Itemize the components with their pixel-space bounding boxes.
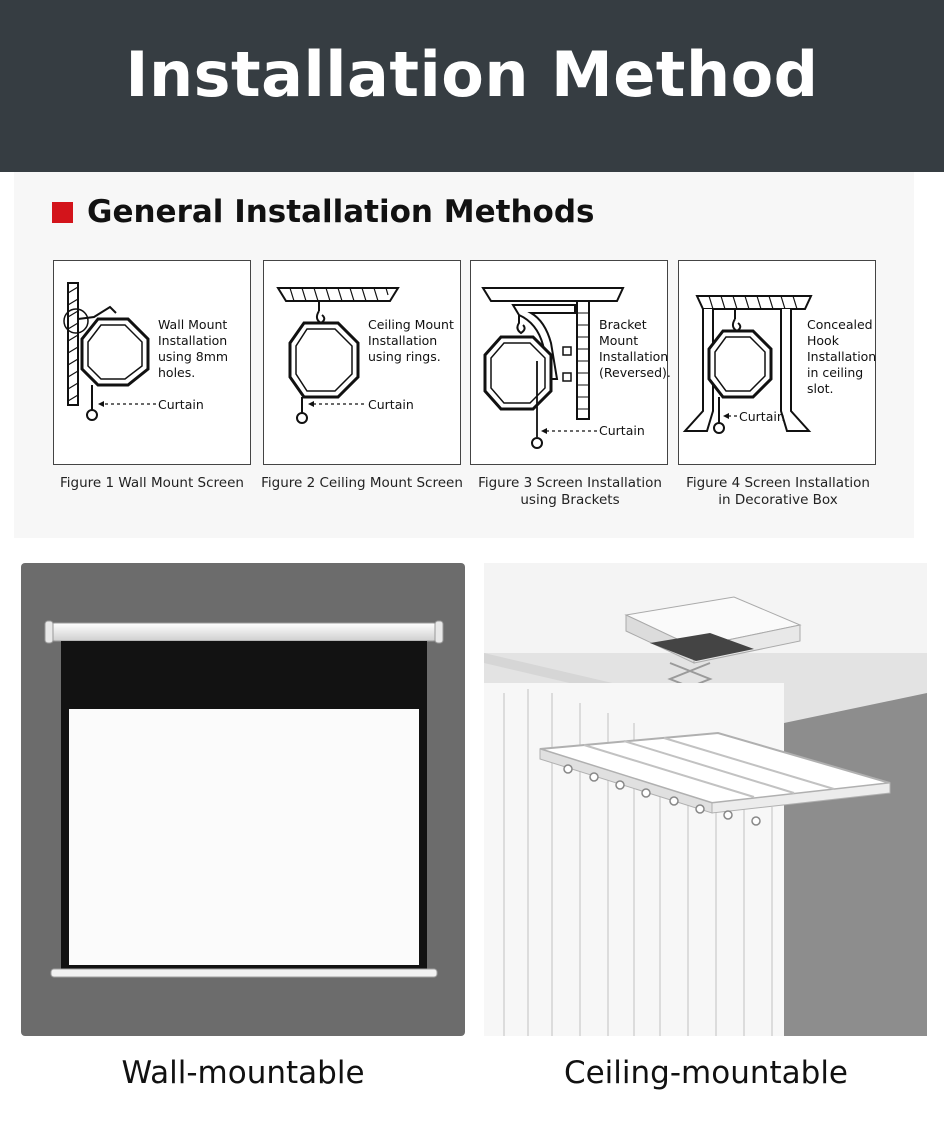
figure-1-note: Wall Mount Installation using 8mm holes.	[158, 317, 229, 380]
figure-3-curtain-label: Curtain	[599, 423, 645, 438]
figure-4-curtain-label: Curtain	[739, 409, 785, 424]
figure-3-caption: Figure 3 Screen Installation using Brackets	[478, 475, 662, 508]
figure-3-note: Bracket Mount Installation (Reversed).	[599, 317, 671, 380]
figure-4-diagram	[678, 260, 876, 465]
figure-2-note: Ceiling Mount Installation using rings.	[368, 317, 454, 364]
figure-2-caption: Figure 2 Ceiling Mount Screen	[261, 475, 463, 491]
page-title: Installation Method	[125, 38, 819, 111]
ceiling-mountable-label: Ceiling-mountable	[563, 1055, 849, 1091]
figure-4-note: Concealed Hook Installation in ceiling slot.	[807, 317, 877, 396]
figure-1-caption: Figure 1 Wall Mount Screen	[60, 475, 244, 491]
section-heading	[52, 194, 594, 230]
header-banner	[0, 0, 944, 172]
figure-1-diagram	[53, 260, 251, 465]
ceiling-mount-photo	[484, 563, 927, 1036]
figure-4-caption: Figure 4 Screen Installation in Decorative Box	[686, 475, 870, 508]
figure-2-diagram	[263, 260, 461, 465]
section-title: General Installation Methods	[87, 194, 595, 230]
red-square-icon	[52, 202, 73, 223]
wall-mountable-label: Wall-mountable	[121, 1055, 365, 1091]
wall-mount-photo	[21, 563, 465, 1036]
figure-2-curtain-label: Curtain	[368, 397, 414, 412]
wall-screen-illustration	[21, 563, 465, 1036]
ceiling-rack-illustration	[484, 563, 927, 1036]
figure-3-diagram	[470, 260, 671, 465]
figure-1-curtain-label: Curtain	[158, 397, 204, 412]
